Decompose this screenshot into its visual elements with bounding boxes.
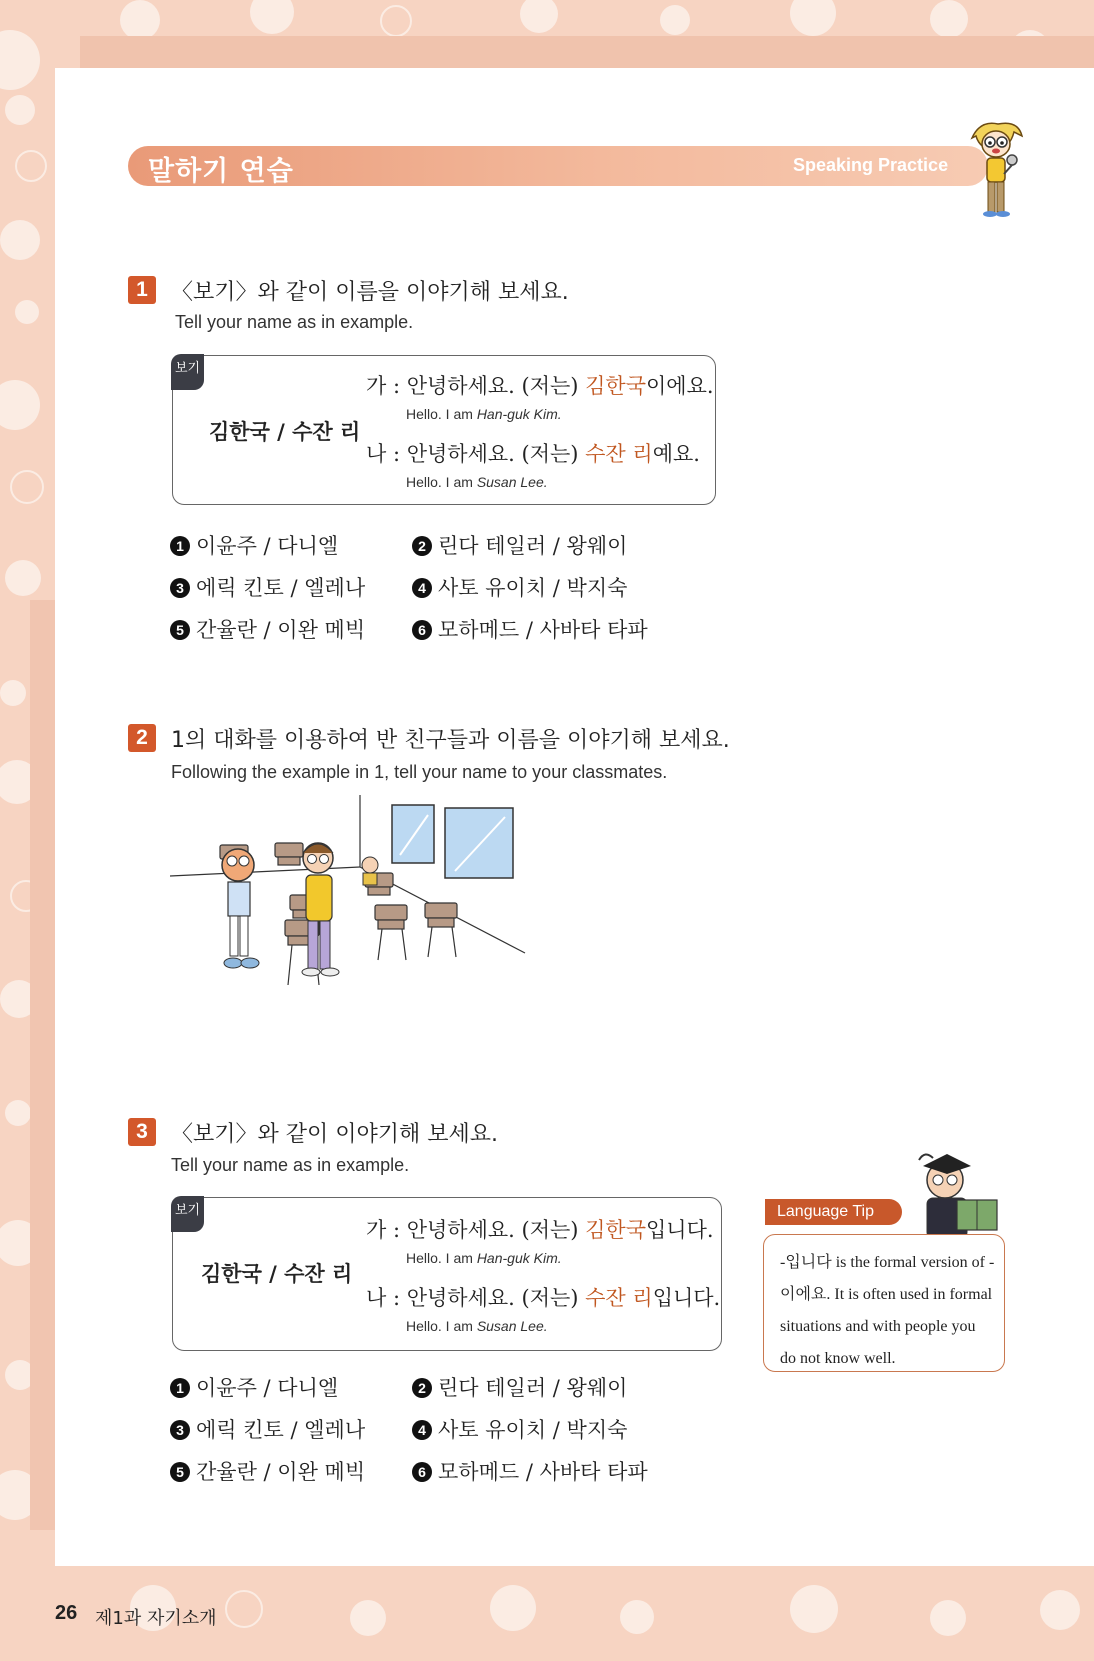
- exercise-1-option-5: 5 간율란 / 이완 메빅: [170, 614, 365, 644]
- language-tip-label: Language Tip: [765, 1199, 902, 1225]
- exercise-1-option-3: 3 에릭 킨토 / 엘레나: [170, 572, 365, 602]
- example-line-b: 나 : 안녕하세요. (저는) 수잔 리입니다.: [366, 1286, 721, 1310]
- example-translation-b: Hello. I am Susan Lee.: [406, 474, 548, 490]
- exercise-2-number: 2: [128, 724, 156, 752]
- exercise-3-option-6: 6 모하메드 / 사바타 타파: [412, 1456, 648, 1486]
- mascot-illustration: [960, 118, 1030, 223]
- classroom-illustration: [170, 795, 535, 1035]
- example-line-a: 가 : 안녕하세요. (저는) 김한국이에요.: [366, 374, 714, 398]
- exercise-3-example-box: [172, 1197, 722, 1351]
- exercise-3-option-2: 2 린다 테일러 / 왕웨이: [412, 1372, 627, 1402]
- exercise-1-instruction-ko: 〈보기〉와 같이 이름을 이야기해 보세요.: [171, 280, 569, 305]
- example-tag: 보기: [171, 1196, 204, 1232]
- exercise-3-option-1: 1 이윤주 / 다니엘: [170, 1372, 338, 1402]
- exercise-1-number: 1: [128, 276, 156, 304]
- exercise-3-number: 3: [128, 1118, 156, 1146]
- exercise-1-example-box: [172, 355, 716, 505]
- example-translation-a: Hello. I am Han-guk Kim.: [406, 1250, 562, 1266]
- exercise-2-instruction-en: Following the example in 1, tell your name to your classmates.: [171, 762, 668, 782]
- example-translation-a: Hello. I am Han-guk Kim.: [406, 406, 562, 422]
- section-title-english: Speaking Practice: [793, 155, 949, 175]
- exercise-3-option-3: 3 에릭 킨토 / 엘레나: [170, 1414, 365, 1444]
- exercise-2-instruction-ko: 1의 대화를 이용하여 반 친구들과 이름을 이야기해 보세요.: [171, 728, 730, 753]
- example-line-a: 가 : 안녕하세요. (저는) 김한국입니다.: [366, 1218, 714, 1242]
- exercise-3-instruction-ko: 〈보기〉와 같이 이야기해 보세요.: [171, 1122, 498, 1147]
- teacher-illustration: [905, 1150, 1015, 1240]
- exercise-3-option-4: 4 사토 유이치 / 박지숙: [412, 1414, 627, 1444]
- exercise-1-option-6: 6 모하메드 / 사바타 타파: [412, 614, 648, 644]
- exercise-3-instruction-en: Tell your name as in example.: [171, 1155, 410, 1175]
- highlight-name: 수잔 리: [585, 1286, 653, 1310]
- example-tag: 보기: [171, 354, 204, 390]
- example-translation-b: Hello. I am Susan Lee.: [406, 1318, 548, 1334]
- page-shadow: [80, 36, 1094, 70]
- example-names: 김한국 / 수잔 리: [201, 1262, 353, 1286]
- example-line-b: 나 : 안녕하세요. (저는) 수잔 리예요.: [366, 442, 700, 466]
- chapter-title: 제1과 자기소개: [95, 1608, 217, 1629]
- highlight-name: 김한국: [585, 1218, 646, 1242]
- example-names: 김한국 / 수잔 리: [209, 420, 361, 444]
- highlight-name: 수잔 리: [585, 442, 653, 466]
- exercise-1-instruction-en: Tell your name as in example.: [175, 312, 414, 332]
- highlight-name: 김한국: [585, 374, 646, 398]
- language-tip-box: [763, 1234, 1005, 1372]
- exercise-1-option-2: 2 린다 테일러 / 왕웨이: [412, 530, 627, 560]
- section-title-korean: 말하기 연습: [148, 156, 294, 187]
- page-number: 26: [55, 1602, 78, 1624]
- page-edge: [30, 600, 55, 1530]
- exercise-3-option-5: 5 간율란 / 이완 메빅: [170, 1456, 365, 1486]
- exercise-1-option-4: 4 사토 유이치 / 박지숙: [412, 572, 627, 602]
- exercise-1-option-1: 1 이윤주 / 다니엘: [170, 530, 338, 560]
- language-tip-text: -입니다 is the formal version of -이에요. It is often used in formal situations and with people you do not know well.: [780, 1254, 995, 1367]
